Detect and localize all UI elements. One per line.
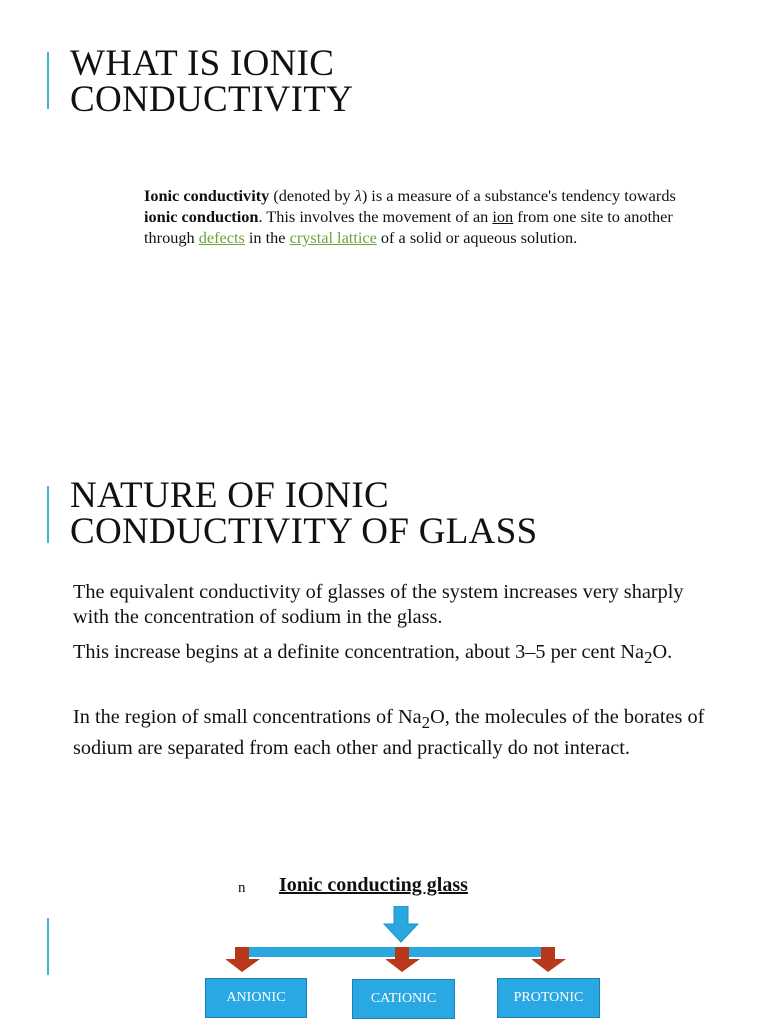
text-run: ) is a measure of a substance's tendency towards bbox=[361, 186, 676, 205]
accent-bar-1 bbox=[47, 52, 49, 109]
text-run: (denoted by bbox=[269, 186, 355, 205]
paragraph-equivalent-conductivity: The equivalent conductivity of glasses of the system increases very sharply with the concentration of sodium in the glass. bbox=[73, 581, 684, 628]
diagram-title: Ionic conducting glass bbox=[279, 874, 468, 896]
box-cationic: CATIONIC bbox=[352, 979, 455, 1019]
section2-title bbox=[70, 475, 538, 552]
paragraph-increase-begins bbox=[73, 640, 713, 671]
section2-title-line-1: NATURE OF IONIC bbox=[70, 475, 389, 516]
text-run: . This involves the movement of an bbox=[258, 207, 493, 226]
text-run: O, the molecules of the borates of sodium are separated from each other and practically do not interact. bbox=[73, 706, 705, 759]
text-run: in the bbox=[244, 228, 290, 247]
subscript: 2 bbox=[644, 648, 653, 668]
accent-bar-2 bbox=[47, 486, 49, 543]
lambda-symbol: λ bbox=[354, 186, 362, 205]
text-run: from one site to another through bbox=[144, 207, 673, 247]
link-defects[interactable]: defects bbox=[198, 228, 245, 247]
down-arrow-red-icon bbox=[226, 947, 262, 973]
section2-title-line-2: CONDUCTIVITY OF GLASS bbox=[70, 511, 538, 552]
term-ionic-conduction: ionic conduction bbox=[144, 207, 259, 226]
term-ionic-conductivity: Ionic conductivity bbox=[144, 186, 270, 205]
bullet-marker: n bbox=[238, 880, 246, 896]
text-run: This increase begins at a definite concentration, about 3–5 per cent Na bbox=[73, 641, 645, 663]
section1-title-line-2: CONDUCTIVITY bbox=[70, 79, 354, 120]
down-arrow-blue-icon bbox=[383, 906, 419, 943]
box-protonic: PROTONIC bbox=[497, 978, 600, 1018]
box-anionic: ANIONIC bbox=[205, 978, 307, 1018]
accent-bar-3 bbox=[47, 918, 49, 975]
text-run: of a solid or aqueous solution. bbox=[376, 228, 578, 247]
text-run: In the region of small concentrations of Na bbox=[73, 706, 422, 728]
section1-title-line-1: WHAT IS IONIC bbox=[70, 43, 335, 84]
link-crystal-lattice[interactable]: crystal lattice bbox=[289, 228, 377, 247]
subscript: 2 bbox=[421, 713, 431, 733]
link-ion[interactable]: ion bbox=[492, 207, 514, 226]
text-run: O. bbox=[652, 641, 673, 663]
ionic-conductivity-definition bbox=[144, 185, 704, 248]
down-arrow-red-icon bbox=[386, 947, 422, 973]
section1-title bbox=[70, 43, 354, 120]
down-arrow-red-icon bbox=[532, 947, 568, 973]
paragraph-small-concentrations bbox=[73, 705, 713, 760]
